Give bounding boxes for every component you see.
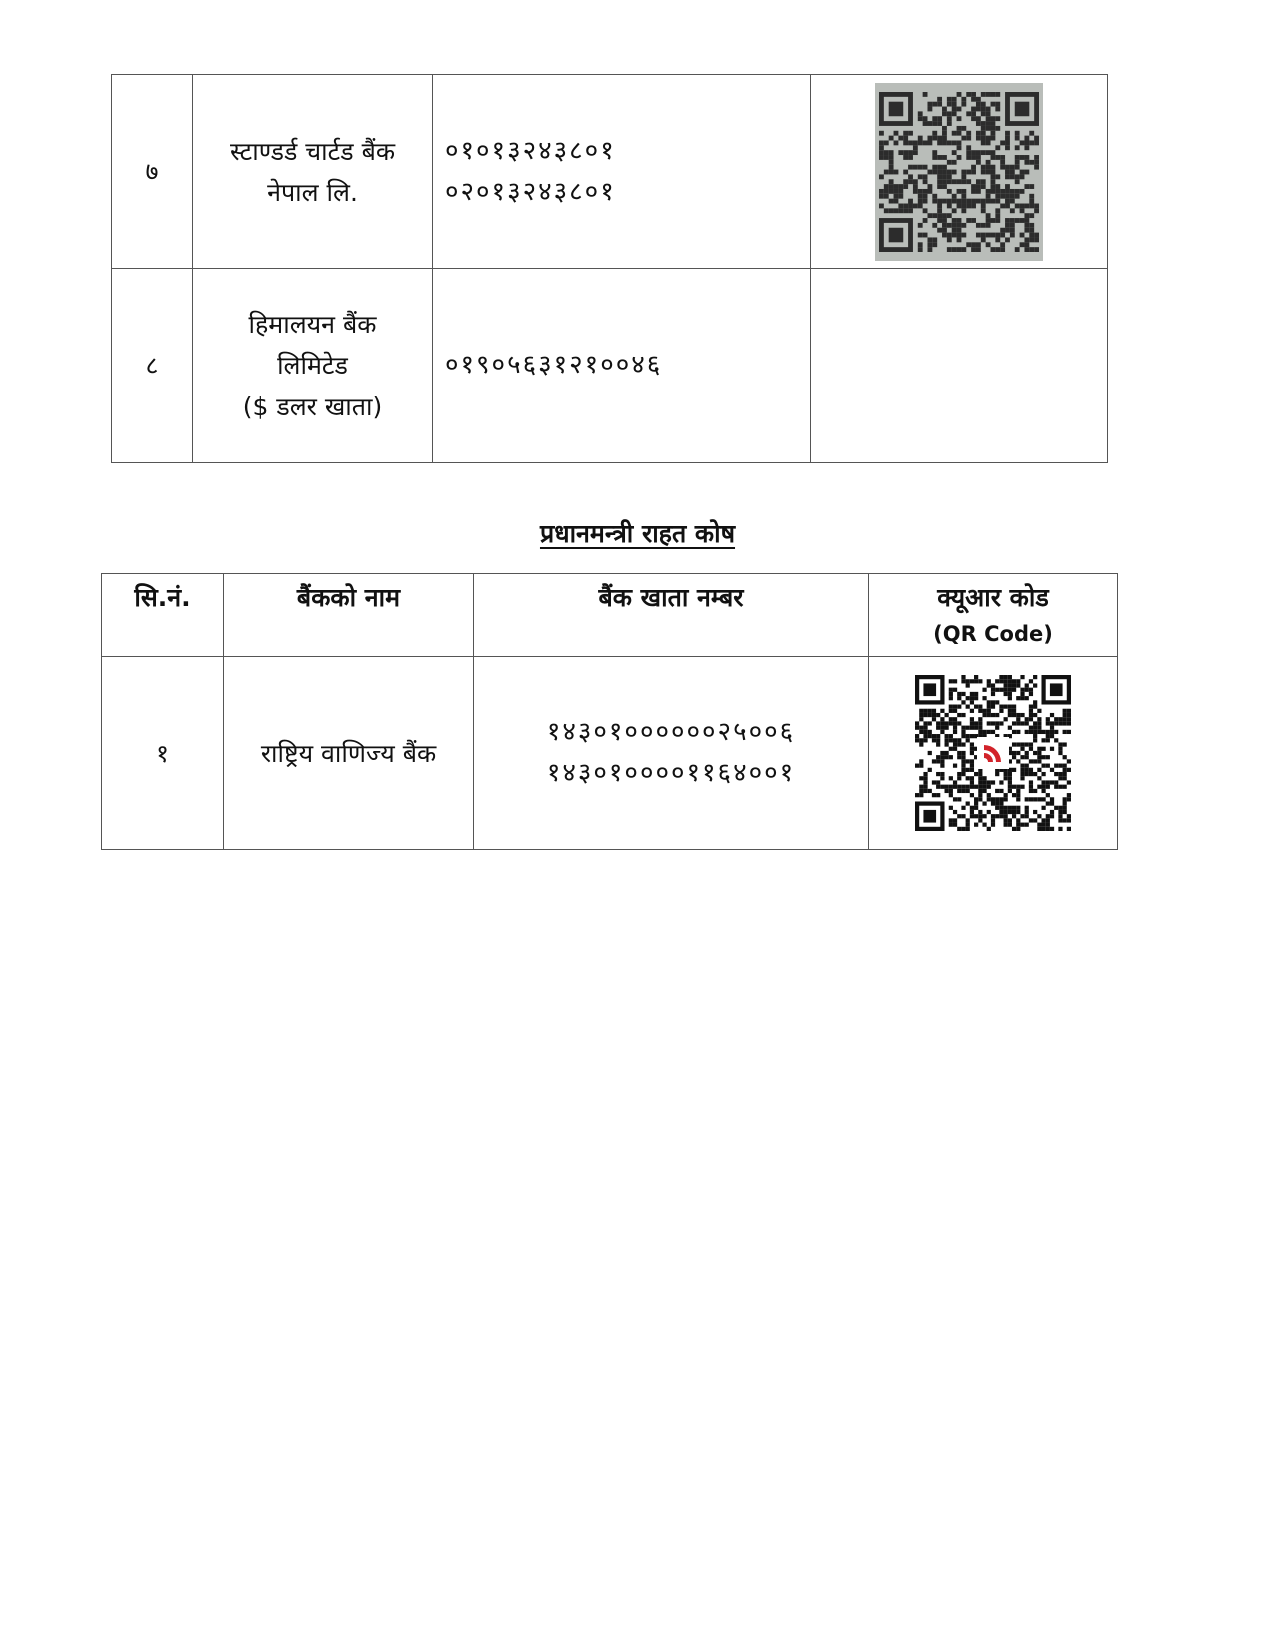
qr-cell bbox=[811, 75, 1108, 269]
qr-cell bbox=[869, 657, 1118, 850]
account-cell bbox=[433, 75, 811, 269]
bank-table-continued bbox=[111, 74, 1108, 463]
qr-cell-empty bbox=[811, 269, 1108, 463]
section-title: प्रधानमन्त्री राहत कोष bbox=[539, 519, 736, 548]
table-header-row bbox=[102, 574, 1118, 657]
table-row bbox=[112, 75, 1108, 269]
header-bank-name: बैंकको नाम bbox=[224, 574, 474, 657]
bank-name-cell bbox=[193, 75, 433, 269]
bank-name-line: स्टाण्डर्ड चार्टड बैंक bbox=[229, 136, 396, 166]
header-serial: सि.नं. bbox=[102, 574, 224, 657]
header-qr-sublabel: (QR Code) bbox=[933, 622, 1053, 646]
pm-relief-fund-table bbox=[101, 573, 1118, 850]
bank-name-line: नेपाल लि. bbox=[267, 177, 358, 207]
bank-name-line: हिमालयन बैंक bbox=[248, 310, 377, 339]
serial-cell: ८ bbox=[112, 269, 193, 463]
header-qr-label: क्यूआर कोड bbox=[937, 583, 1049, 612]
table-row bbox=[112, 269, 1108, 463]
account-number: ०१९०५६३१२१००४६ bbox=[445, 350, 663, 380]
account-cell bbox=[433, 269, 811, 463]
account-cell bbox=[474, 657, 869, 850]
account-number: १४३०१००००००२५००६ bbox=[546, 717, 796, 747]
account-number: १४३०१००००११६४००१ bbox=[546, 758, 796, 788]
serial-cell: १ bbox=[102, 657, 224, 850]
qr-code-icon bbox=[911, 671, 1075, 835]
header-qr bbox=[869, 574, 1118, 657]
bank-name-cell: राष्ट्रिय वाणिज्य बैंक bbox=[224, 657, 474, 850]
account-number: ०२०१३२४३८०१ bbox=[445, 176, 616, 207]
serial-cell: ७ bbox=[112, 75, 193, 269]
bank-name-line: ($ डलर खाता) bbox=[242, 392, 383, 421]
bank-name-line: लिमिटेड bbox=[277, 351, 348, 380]
table-row bbox=[102, 657, 1118, 850]
bank-name-cell bbox=[193, 269, 433, 463]
account-number: ०१०१३२४३८०१ bbox=[445, 135, 616, 166]
qr-code-icon bbox=[875, 83, 1043, 261]
header-account: बैंक खाता नम्बर bbox=[474, 574, 869, 657]
